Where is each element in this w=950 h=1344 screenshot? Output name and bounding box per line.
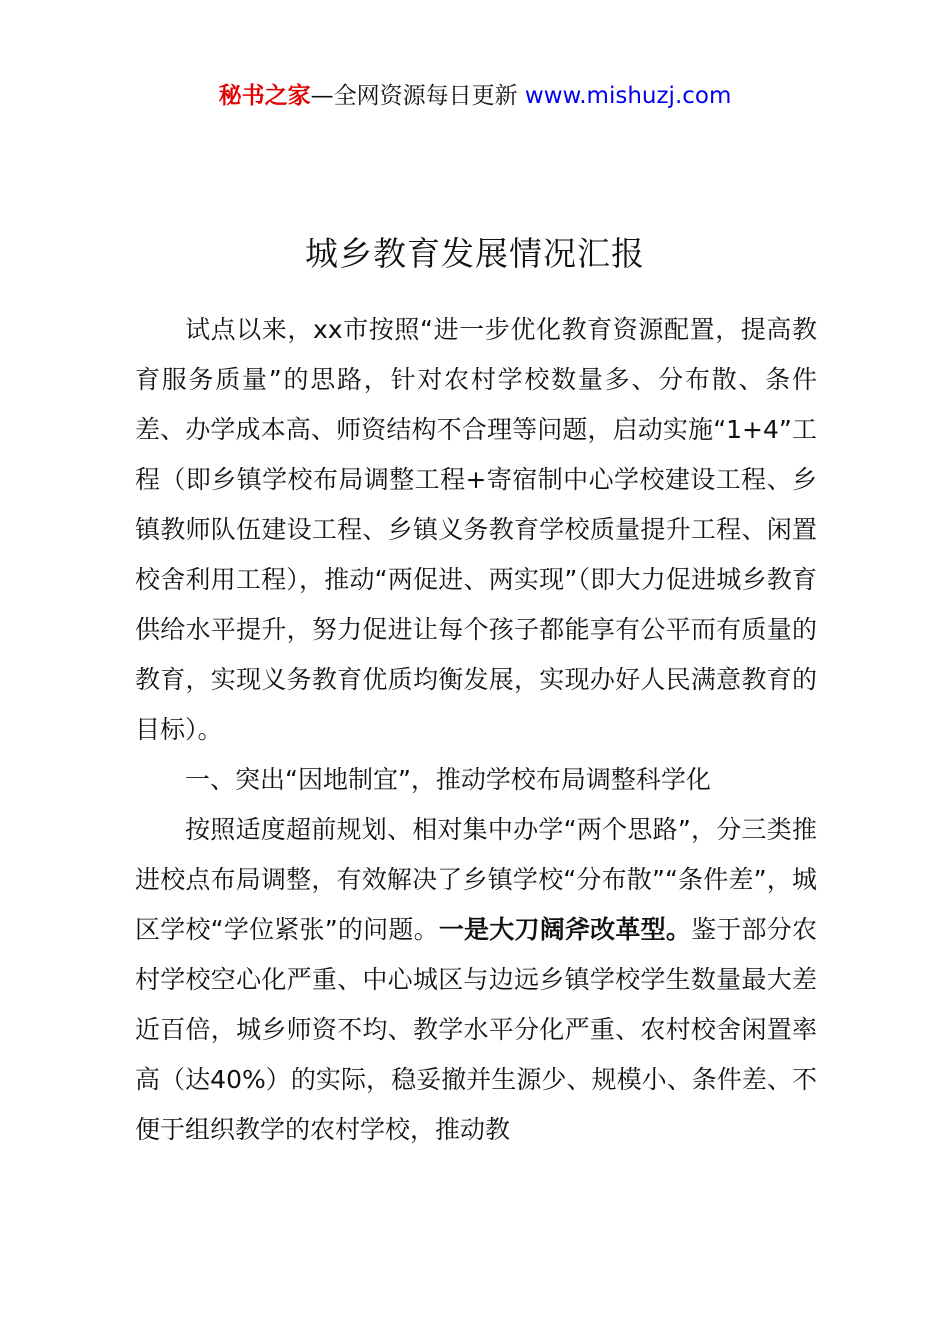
section-heading: 一、突出“因地制宜”，推动学校布局调整科学化 (185, 765, 711, 794)
section-paragraph (135, 805, 817, 1155)
document-body (135, 305, 817, 1155)
header-tagline: —全网资源每日更新 (310, 83, 525, 109)
document-title: 城乡教育发展情况汇报 (305, 234, 645, 273)
brand-name: 秘书之家 (218, 83, 311, 109)
site-link[interactable]: www.mishuzj.com (524, 83, 732, 109)
intro-paragraph: 试点以来，xx市按照“进一步优化教育资源配置，提高教育服务质量”的思路，针对农村学校数量多、分布散、条件差、办学成本高、师资结构不合理等问题，启动实施“1+4”工程（即乡镇学校布局调整工程+寄宿制中心学校建设工程、乡镇教师队伍建设工程、乡镇义务教育学校质量提升工程、闲置校舍利用工程），推动“两促进、两实现”（即大力促进城乡教育供给水平提升，努力促进让每个孩子都能享有公平而有质量的教育，实现义务教育优质均衡发展，实现办好人民满意教育的目标）。 (135, 315, 817, 744)
paragraph-text: 按照适度超前规划、相对集中办学“两个思路”，分三类推进校点布局调整，有效解决了乡镇学校“分布散”“条件差”，城区学校“学位紧张”的问题。 (135, 815, 817, 944)
paragraph-text-continued: 鉴于部分农村学校空心化严重、中心城区与边远乡镇学校学生数量最大差近百倍，城乡师资不均、教学水平分化严重、农村校舍闲置率高（达40%）的实际，稳妥撤并生源少、规模小、条件差、不便于组织教学的农村学校，推动教 (135, 915, 817, 1144)
page-header (0, 80, 950, 112)
bold-emphasis: 一是大刀阔斧改革型。 (438, 915, 692, 944)
